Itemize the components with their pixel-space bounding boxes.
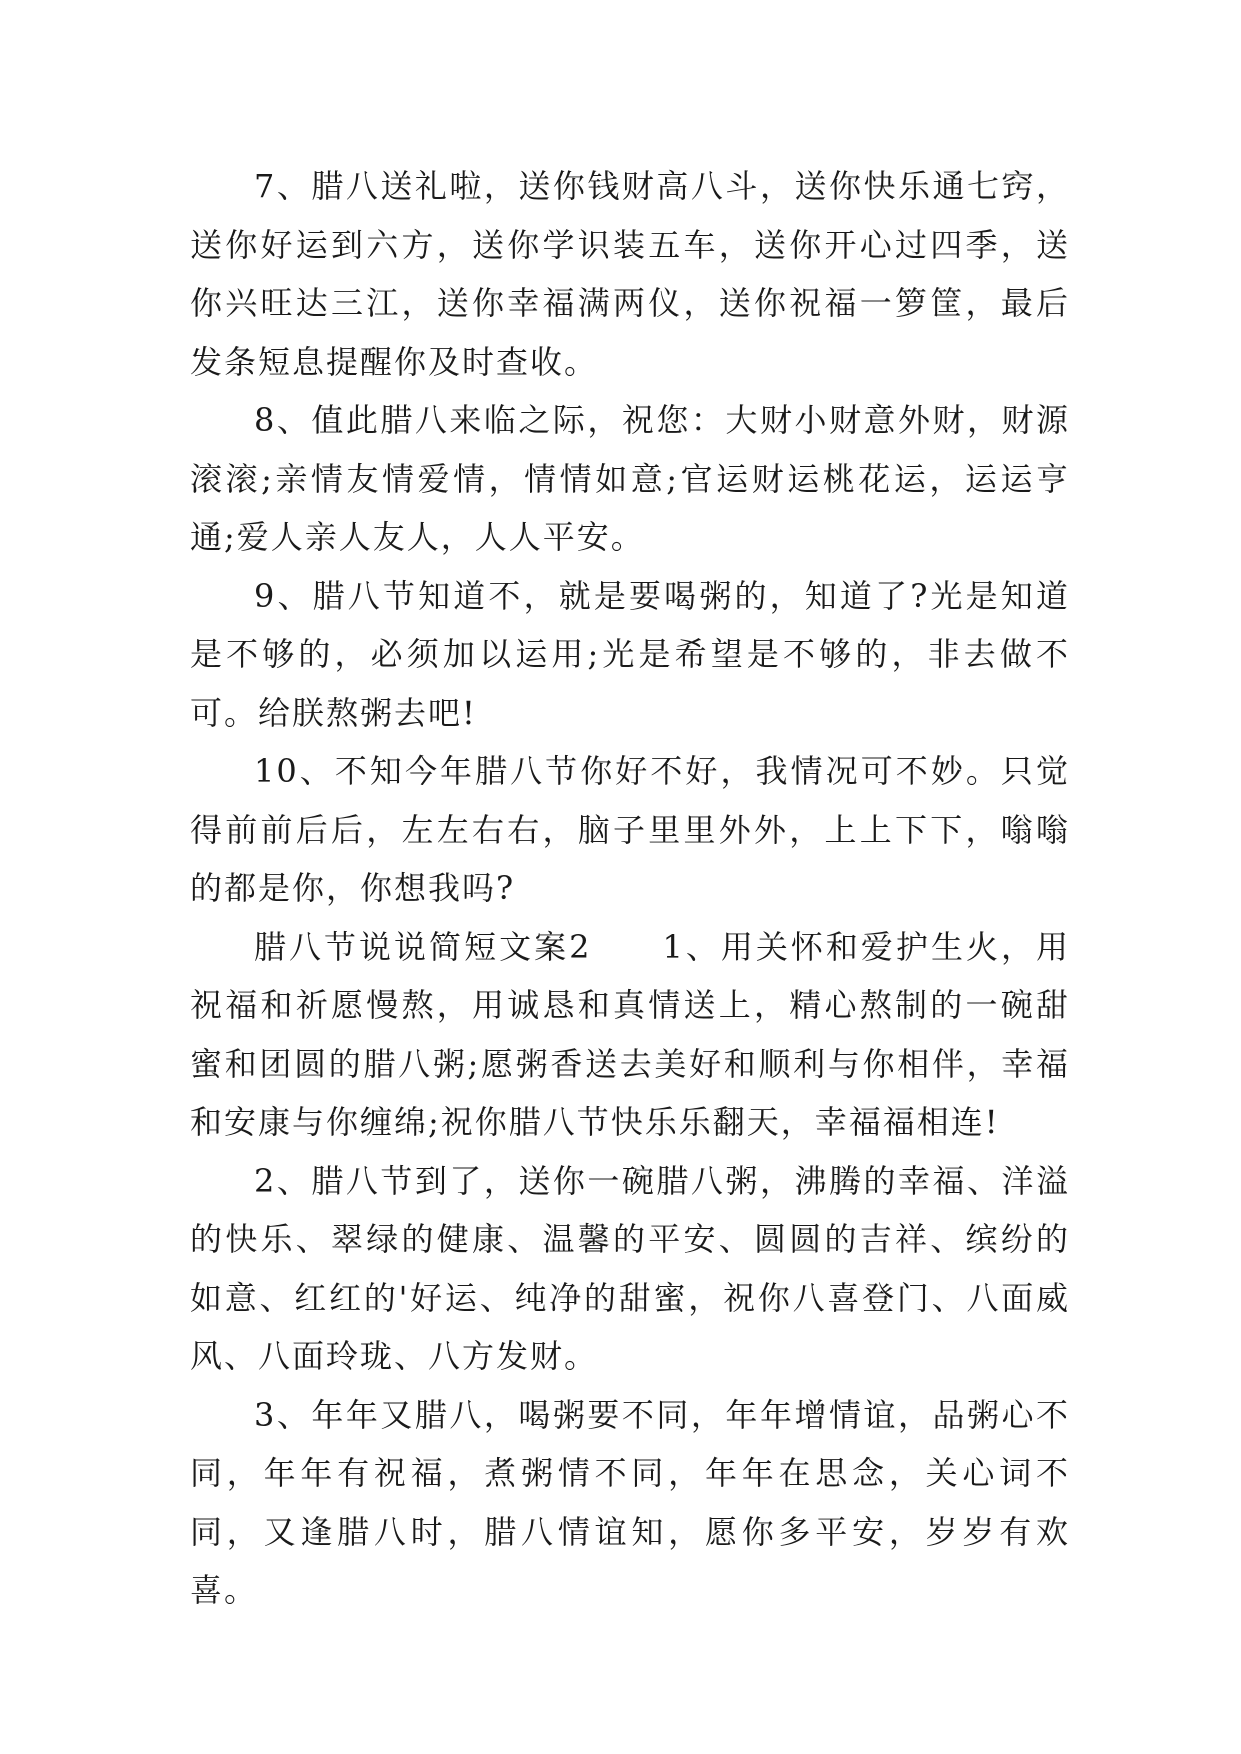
paragraph-10: 10、不知今年腊八节你好不好，我情况可不妙。只觉得前前后后，左左右右，脑子里里外外，上上下下，嗡嗡的都是你，你想我吗? xyxy=(190,752,1070,907)
paragraph-3: 3、年年又腊八，喝粥要不同，年年增情谊，品粥心不同，年年有祝福，煮粥情不同，年年在思念，关心词不同，又逢腊八时，腊八情谊知，愿你多平安，岁岁有欢喜。 xyxy=(190,1395,1070,1609)
section-heading-paragraph: 腊八节说说简短文案2 1、用关怀和爱护生火，用祝福和祈愿慢熬，用诚恳和真情送上，精心熬制的一碗甜蜜和团圆的腊八粥;愿粥香送去美好和顺利与你相伴，幸福和安康与你缠绵;祝你腊八节快乐乐翻天，幸福福相连! xyxy=(190,927,1070,1141)
paragraph-7: 7、腊八送礼啦，送你钱财高八斗，送你快乐通七窍，送你好运到六方，送你学识装五车，送你开心过四季，送你兴旺达三江，送你幸福满两仪，送你祝福一箩筐，最后发条短息提醒你及时查收。 xyxy=(190,167,1070,381)
document-body xyxy=(190,157,1070,1620)
paragraph-9: 9、腊八节知道不，就是要喝粥的，知道了?光是知道是不够的，必须加以运用;光是希望是不够的，非去做不可。给朕熬粥去吧! xyxy=(190,576,1070,732)
paragraph-8: 8、值此腊八来临之际，祝您：大财小财意外财，财源滚滚;亲情友情爱情，情情如意;官运财运桃花运，运运亨通;爱人亲人友人，人人平安。 xyxy=(190,401,1070,556)
paragraph-2: 2、腊八节到了，送你一碗腊八粥，沸腾的幸福、洋溢的快乐、翠绿的健康、温馨的平安、圆圆的吉祥、缤纷的如意、红红的'好运、纯净的甜蜜，祝你八喜登门、八面威风、八面玲珑、八方发财。 xyxy=(190,1161,1070,1375)
